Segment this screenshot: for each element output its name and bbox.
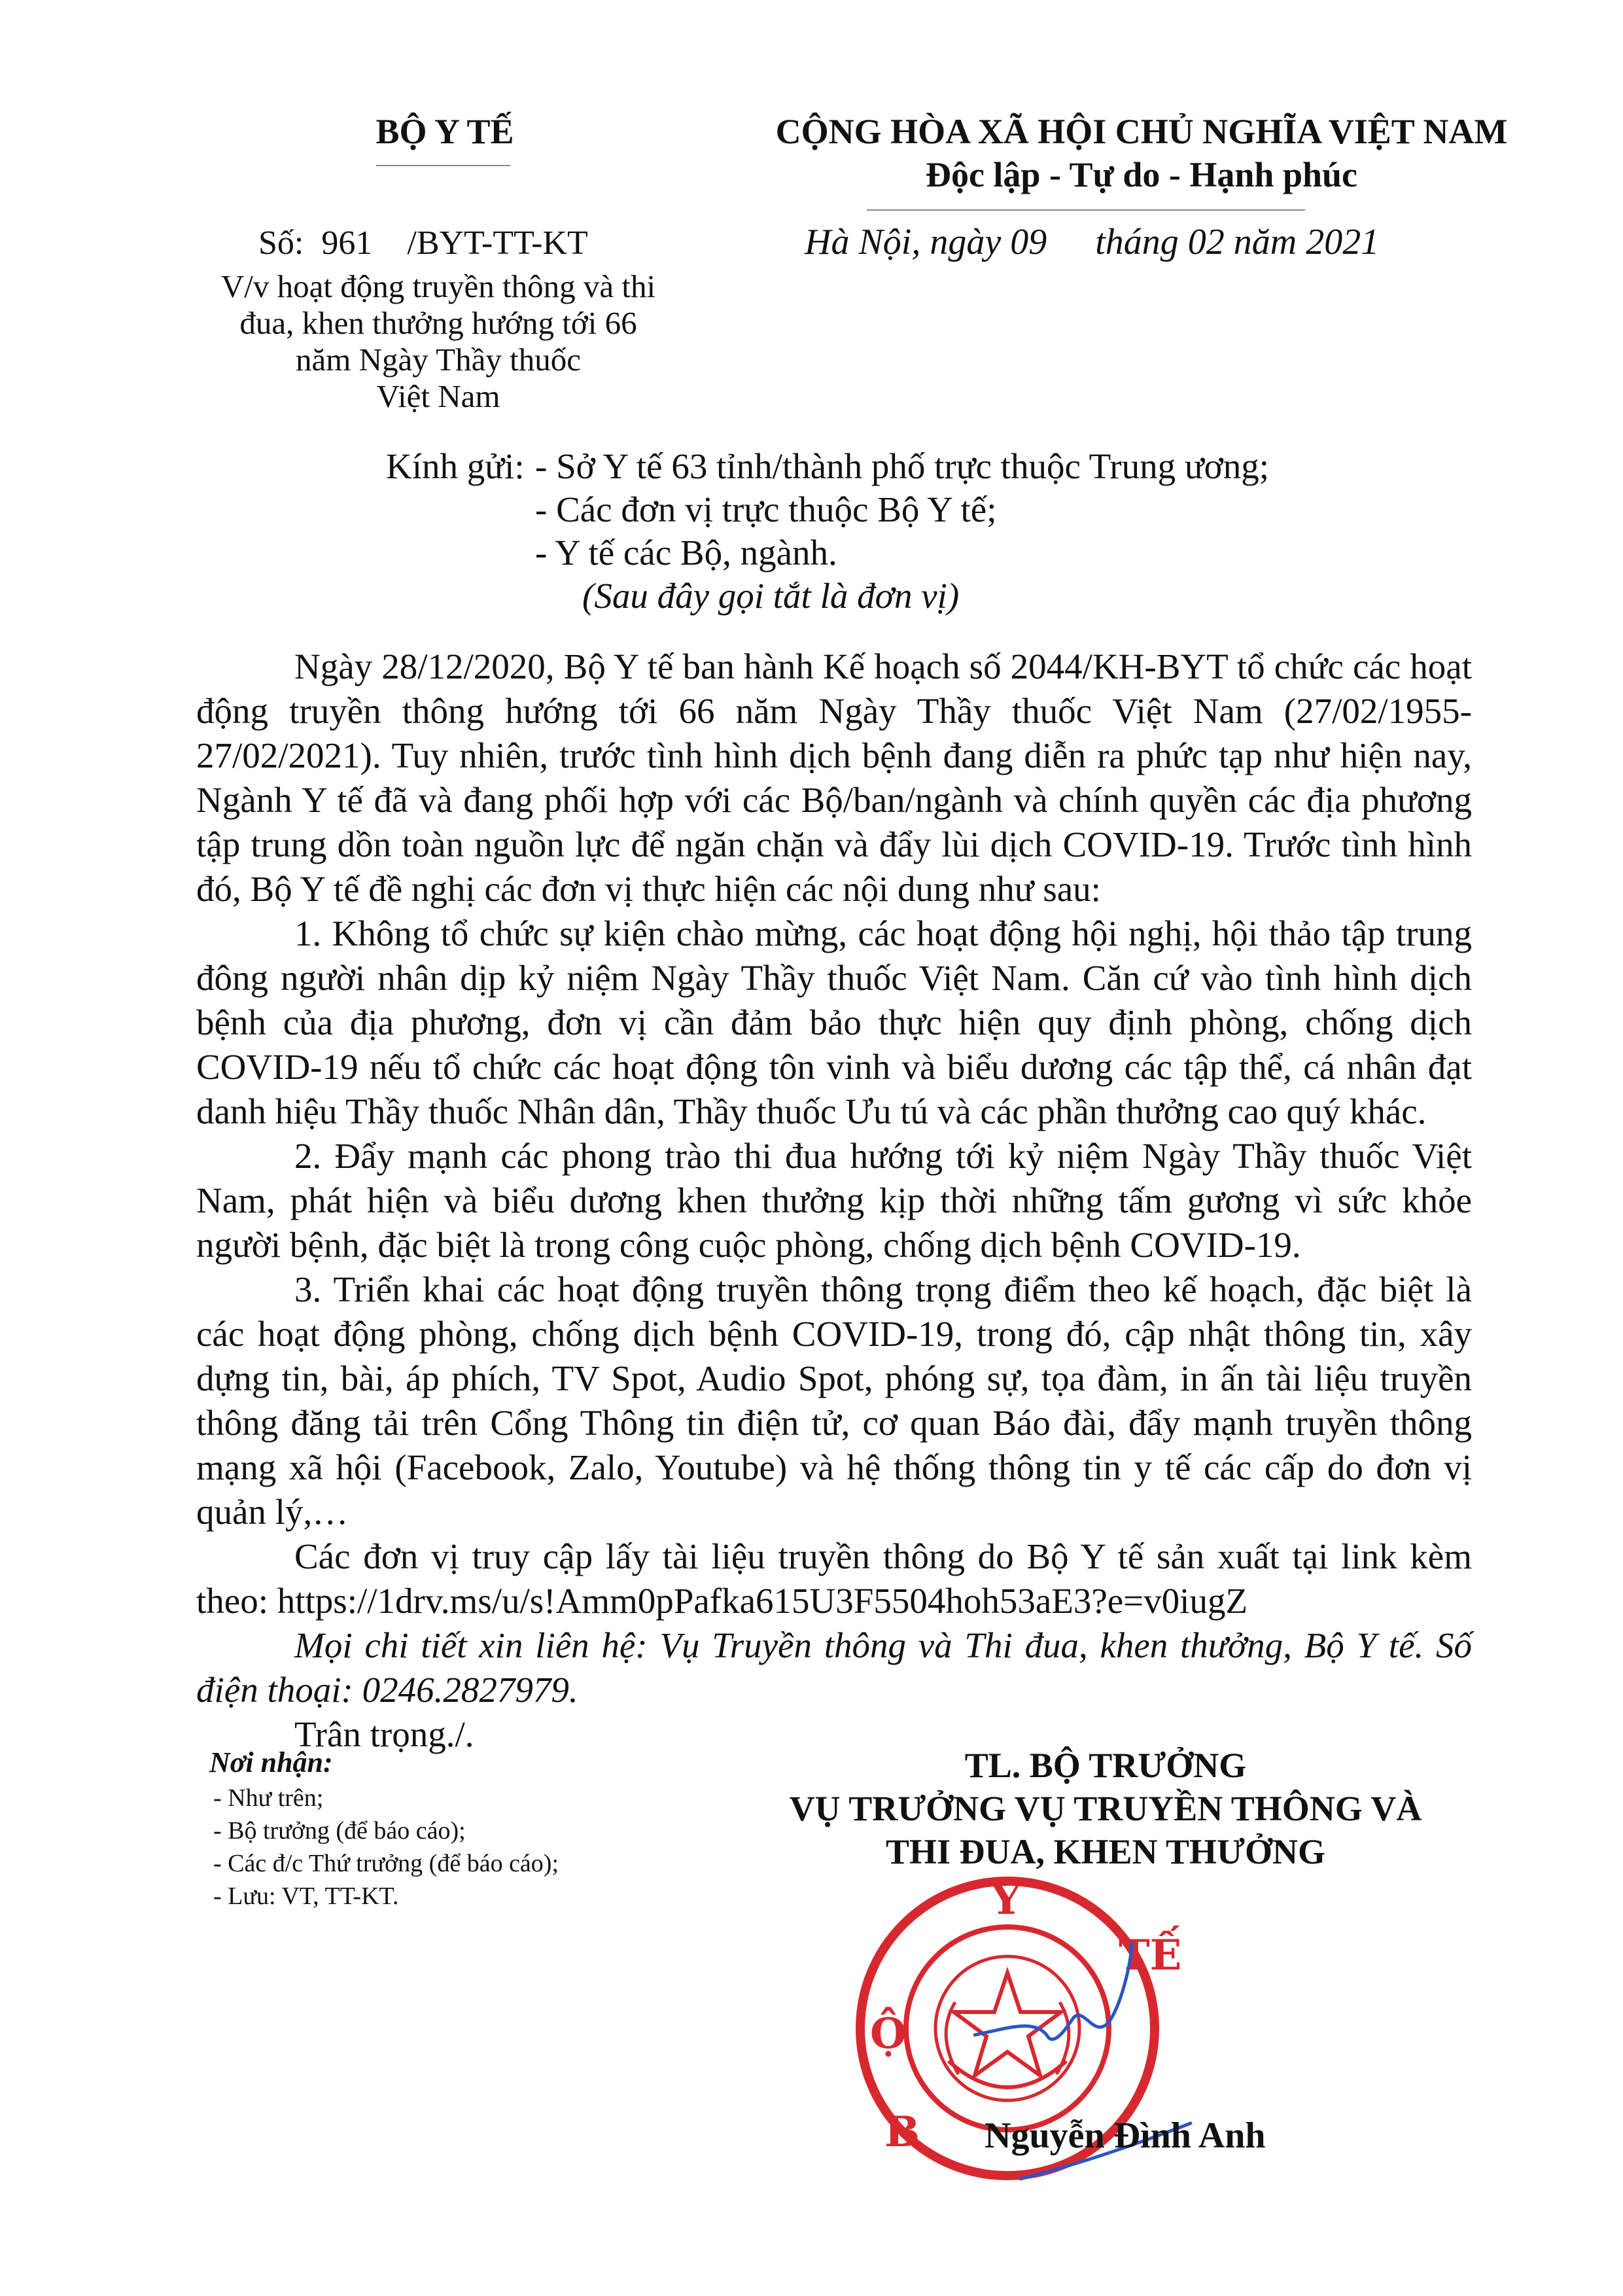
item-2-paragraph: 2. Đẩy mạnh các phong trào thi đua hướng tới kỷ niệm Ngày Thầy thuốc Việt Nam, phát hiện và biểu dương khen thưởng kịp thời những tấm gương vì sức khỏe người bệnh, đặc biệt là trong công cuộc phòng, chống dịch bệnh COVID-19. xyxy=(196,1136,1472,1265)
item-3-paragraph: 3. Triển khai các hoạt động truyền thông trọng điểm theo kế hoạch, đặc biệt là các hoạt động phòng, chống dịch bệnh COVID-19, trong đó, cập nhật thông tin, xây dựng tin, bài, áp phích, TV Spot, Audio Spot, phóng sự, tọa đàm, in ấn tài liệu truyền thông đăng tải trên Cổng Thông tin điện tử, cơ quan Báo đài, đẩy mạnh truyền thông mạng xã hội (Facebook, Zalo, Youtube) và hệ thống thông tin y tế các cấp do đơn vị quản lý,… xyxy=(196,1269,1472,1532)
country-name: CỘNG HÒA XÃ HỘI CHỦ NGHĨA VIỆT NAM xyxy=(775,112,1508,151)
document-number xyxy=(258,224,588,262)
motto-underline xyxy=(867,209,1305,211)
signature-line-1: TL. BỘ TRƯỞNG xyxy=(964,1746,1247,1785)
receivers-title: Nơi nhận: xyxy=(209,1746,333,1778)
stamp-text-left: Ộ xyxy=(870,2009,907,2058)
recipients-list xyxy=(535,445,1269,574)
agency-underline xyxy=(376,165,510,166)
issue-date xyxy=(805,221,1379,263)
recipients-note: (Sau đây gọi tắt là đơn vị) xyxy=(582,576,960,616)
recipients-label: Kính gửi: xyxy=(386,446,525,486)
agency-name: BỘ Y TẾ xyxy=(375,112,514,151)
signature-title-block xyxy=(739,1744,1472,1873)
stamp-emblem-star xyxy=(954,1973,1061,2075)
doc-number-value: 961 xyxy=(321,224,373,262)
stamp-text-bottom: B xyxy=(884,2108,920,2157)
stamp-text-top: Y xyxy=(991,1875,1021,1924)
recipient-item: - Y tế các Bộ, ngành. xyxy=(535,533,837,573)
signature-line-2: VỤ TRƯỞNG VỤ TRUYỀN THÔNG VÀ xyxy=(789,1789,1422,1828)
stamp-emblem-gear xyxy=(949,2061,1066,2087)
date-day: Hà Nội, ngày 09 xyxy=(805,222,1047,262)
receiver-item: - Lưu: VT, TT-KT. xyxy=(213,1882,399,1910)
date-month-year: tháng 02 năm 2021 xyxy=(1095,222,1380,262)
signature-line-3: THI ĐUA, KHEN THƯỞNG xyxy=(885,1832,1326,1871)
doc-number-prefix: Số: xyxy=(258,224,304,262)
link-intro: Các đơn vị truy cập lấy tài liệu truyền thông do Bộ Y tế sản xuất tại link kèm theo: xyxy=(196,1536,1472,1621)
doc-number-suffix: /BYT-TT-KT xyxy=(407,224,588,262)
recipient-item: - Sở Y tế 63 tỉnh/thành phố trực thuộc Trung ương; xyxy=(535,446,1270,486)
link-paragraph xyxy=(196,1534,1472,1623)
signer-name: Nguyễn Đình Anh xyxy=(985,2115,1266,2156)
document-link[interactable]: https://1drv.ms/u/s!Amm0pPafka615U3F5504hoh53aE3?e=v0iugZ xyxy=(277,1581,1248,1621)
receiver-item: - Như trên; xyxy=(213,1784,324,1812)
subject-line: năm Ngày Thầy thuốc xyxy=(296,342,581,378)
recipient-item: - Các đơn vị trực thuộc Bộ Y tế; xyxy=(535,489,997,529)
receivers-list xyxy=(209,1782,559,1913)
subject-line: V/v hoạt động truyền thông và thi xyxy=(220,268,656,304)
receiver-item: - Bộ trưởng (để báo cáo); xyxy=(213,1817,466,1845)
subject-line: đua, khen thưởng hướng tới 66 xyxy=(239,305,637,341)
subject-line: Việt Nam xyxy=(376,378,500,414)
subject-block xyxy=(203,268,674,415)
receivers-block xyxy=(209,1744,559,1913)
receiver-item: - Các đ/c Thứ trưởng (để báo cáo); xyxy=(213,1850,559,1877)
item-1-paragraph: 1. Không tổ chức sự kiện chào mừng, các hoạt động hội nghị, hội thảo tập trung đông người nhân dịp kỷ niệm Ngày Thầy thuốc Việt Nam. Căn cứ vào tình hình dịch bệnh của địa phương, đơn vị cần đảm bảo thực hiện quy định phòng, chống dịch COVID-19 nếu tổ chức các hoạt động tôn vinh và biểu dương các tập thể, cá nhân đạt danh hiệu Thầy thuốc Nhân dân, Thầy thuốc Ưu tú và các phần thưởng cao quý khác. xyxy=(196,913,1472,1131)
closing-line: Trân trọng./. xyxy=(294,1714,474,1754)
letter-body xyxy=(196,645,1472,1757)
intro-paragraph: Ngày 28/12/2020, Bộ Y tế ban hành Kế hoạch số 2044/KH-BYT tổ chức các hoạt động truyền thông hướng tới 66 năm Ngày Thầy thuốc Việt Nam (27/02/1955-27/02/2021). Tuy nhiên, trước tình hình dịch bệnh đang diễn ra phức tạp như hiện nay, Ngành Y tế đã và đang phối hợp với các Bộ/ban/ngành và chính quyền các địa phương tập trung dồn toàn nguồn lực để ngăn chặn và đẩy lùi dịch COVID-19. Trước tình hình đó, Bộ Y tế đề nghị các đơn vị thực hiện các nội dung như sau: xyxy=(196,646,1472,909)
contact-paragraph: Mọi chi tiết xin liên hệ: Vụ Truyền thông và Thi đua, khen thưởng, Bộ Y tế. Số điện thoại: 0246.2827979. xyxy=(196,1625,1472,1710)
stamp-text-right: TẾ xyxy=(1119,1931,1182,1980)
national-motto: Độc lập - Tự do - Hạnh phúc xyxy=(925,155,1358,194)
